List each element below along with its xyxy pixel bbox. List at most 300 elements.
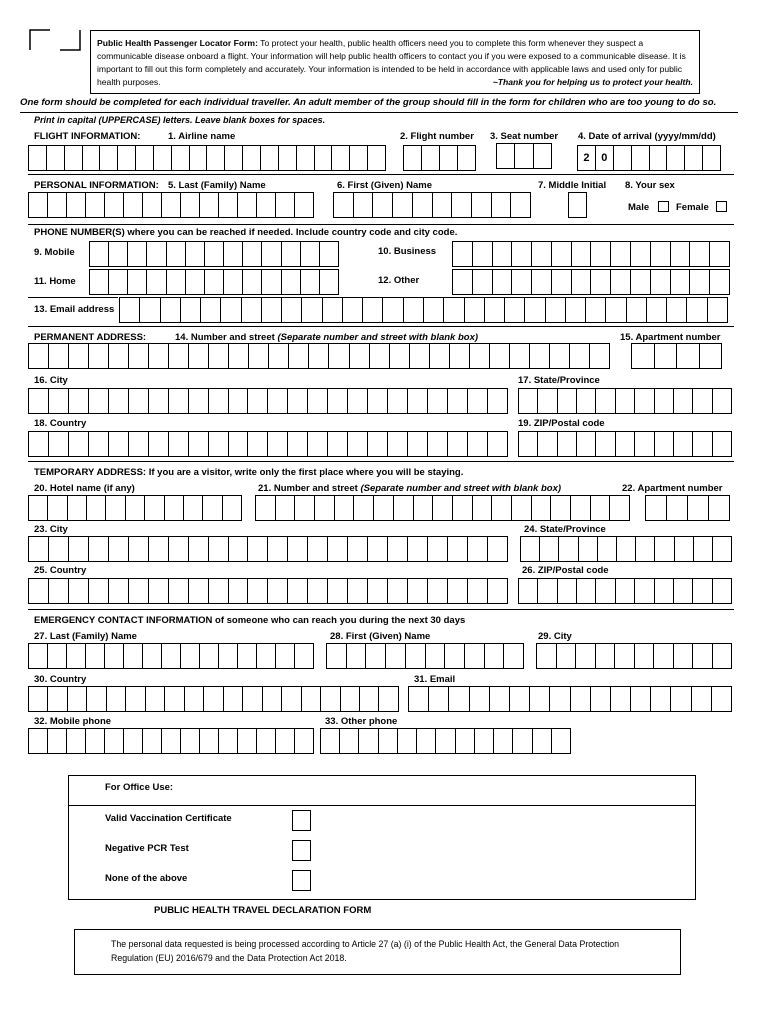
char-box[interactable] <box>320 687 339 711</box>
char-box[interactable] <box>615 389 634 413</box>
char-box[interactable] <box>268 344 288 368</box>
char-box[interactable] <box>204 242 223 266</box>
char-box[interactable] <box>692 389 711 413</box>
char-box[interactable] <box>497 144 514 168</box>
char-box[interactable] <box>29 146 46 170</box>
char-box[interactable] <box>123 644 142 668</box>
char-box[interactable] <box>29 644 47 668</box>
char-box[interactable] <box>247 432 267 456</box>
char-box[interactable] <box>443 298 463 322</box>
char-box[interactable] <box>692 579 711 603</box>
char-box[interactable] <box>590 242 610 266</box>
char-box[interactable] <box>88 579 108 603</box>
char-box[interactable] <box>409 687 428 711</box>
char-box[interactable] <box>549 687 569 711</box>
char-box[interactable] <box>108 344 128 368</box>
char-box[interactable] <box>247 389 267 413</box>
char-box[interactable] <box>570 687 590 711</box>
char-box[interactable] <box>514 144 532 168</box>
char-box[interactable] <box>228 389 248 413</box>
char-box[interactable] <box>609 496 629 520</box>
char-box[interactable] <box>650 270 670 294</box>
char-box[interactable] <box>393 496 413 520</box>
temp-apartment-input[interactable] <box>645 495 730 521</box>
char-box[interactable] <box>653 644 673 668</box>
char-box[interactable] <box>48 389 68 413</box>
char-box[interactable] <box>634 432 653 456</box>
char-box[interactable] <box>707 298 727 322</box>
char-box[interactable] <box>168 432 188 456</box>
char-box[interactable] <box>241 298 261 322</box>
char-box[interactable] <box>301 687 320 711</box>
char-box[interactable] <box>331 146 349 170</box>
char-box[interactable] <box>362 298 382 322</box>
char-box[interactable] <box>407 389 427 413</box>
char-box[interactable] <box>595 579 614 603</box>
char-box[interactable] <box>328 344 348 368</box>
char-box[interactable] <box>487 432 507 456</box>
char-box[interactable] <box>451 193 471 217</box>
char-box[interactable] <box>108 537 128 561</box>
char-box[interactable] <box>709 242 729 266</box>
emergency-mobile-input[interactable] <box>28 728 314 754</box>
char-box[interactable] <box>64 146 82 170</box>
char-box[interactable] <box>261 270 280 294</box>
male-checkbox[interactable] <box>658 201 669 212</box>
char-box[interactable] <box>654 389 673 413</box>
char-box[interactable] <box>188 537 208 561</box>
char-box[interactable] <box>48 344 68 368</box>
char-box[interactable] <box>287 432 307 456</box>
mobile-input[interactable] <box>89 241 339 267</box>
char-box[interactable] <box>48 432 68 456</box>
char-box[interactable] <box>314 496 334 520</box>
char-box[interactable] <box>519 389 537 413</box>
char-box[interactable] <box>189 146 207 170</box>
char-box[interactable] <box>183 496 202 520</box>
airline-input[interactable] <box>28 145 386 171</box>
char-box[interactable] <box>281 270 300 294</box>
char-box[interactable] <box>287 389 307 413</box>
char-box[interactable] <box>327 432 347 456</box>
char-box[interactable] <box>146 242 165 266</box>
char-box[interactable] <box>256 496 275 520</box>
char-box[interactable] <box>200 298 220 322</box>
char-box[interactable] <box>171 146 189 170</box>
char-box[interactable] <box>432 193 452 217</box>
char-box[interactable] <box>322 298 342 322</box>
char-box[interactable] <box>632 344 654 368</box>
char-box[interactable] <box>146 270 165 294</box>
char-box[interactable] <box>347 579 367 603</box>
char-box[interactable] <box>108 432 128 456</box>
char-box[interactable] <box>423 298 443 322</box>
char-box[interactable] <box>512 729 531 753</box>
char-box[interactable] <box>646 496 666 520</box>
char-box[interactable] <box>88 432 108 456</box>
char-box[interactable] <box>558 537 577 561</box>
char-box[interactable] <box>551 729 570 753</box>
char-box[interactable] <box>455 729 474 753</box>
char-box[interactable] <box>48 537 68 561</box>
emergency-last-input[interactable] <box>28 643 314 669</box>
char-box[interactable] <box>347 537 367 561</box>
char-box[interactable] <box>597 537 616 561</box>
char-box[interactable] <box>128 579 148 603</box>
char-box[interactable] <box>267 432 287 456</box>
char-box[interactable] <box>208 389 228 413</box>
char-box[interactable] <box>180 193 199 217</box>
char-box[interactable] <box>712 537 731 561</box>
char-box[interactable] <box>267 389 287 413</box>
char-box[interactable] <box>457 146 475 170</box>
char-box[interactable] <box>537 579 556 603</box>
char-box[interactable] <box>294 193 313 217</box>
temp-zip-input[interactable] <box>518 578 732 604</box>
char-box[interactable] <box>287 579 307 603</box>
char-box[interactable] <box>29 193 47 217</box>
char-box[interactable] <box>106 687 125 711</box>
char-box[interactable] <box>168 344 188 368</box>
char-box[interactable] <box>427 537 447 561</box>
char-box[interactable] <box>29 537 48 561</box>
char-box[interactable] <box>484 644 504 668</box>
char-box[interactable] <box>367 389 387 413</box>
char-box[interactable] <box>367 432 387 456</box>
perm-state-input[interactable] <box>518 388 732 414</box>
char-box[interactable] <box>634 644 654 668</box>
char-box[interactable] <box>387 432 407 456</box>
arrival-date-input[interactable] <box>577 145 721 171</box>
char-box[interactable] <box>204 270 223 294</box>
perm-country-input[interactable] <box>28 431 508 457</box>
char-box[interactable] <box>128 432 148 456</box>
char-box[interactable] <box>199 729 218 753</box>
char-box[interactable] <box>88 344 108 368</box>
char-box[interactable] <box>256 729 275 753</box>
char-box[interactable] <box>347 432 367 456</box>
char-box[interactable] <box>161 193 180 217</box>
char-box[interactable] <box>237 729 256 753</box>
char-box[interactable] <box>539 537 558 561</box>
vaccination-checkbox[interactable] <box>292 810 311 831</box>
char-box[interactable] <box>319 242 338 266</box>
char-box[interactable] <box>509 687 529 711</box>
char-box[interactable] <box>262 687 281 711</box>
char-box[interactable] <box>123 193 142 217</box>
char-box[interactable] <box>242 270 261 294</box>
char-box[interactable] <box>487 389 507 413</box>
char-box[interactable] <box>340 687 359 711</box>
char-box[interactable] <box>670 242 690 266</box>
char-box[interactable] <box>492 270 512 294</box>
char-box[interactable] <box>67 687 86 711</box>
char-box[interactable] <box>260 146 278 170</box>
char-box[interactable] <box>307 579 327 603</box>
char-box[interactable] <box>487 537 507 561</box>
char-box[interactable] <box>551 242 571 266</box>
char-box[interactable] <box>615 579 634 603</box>
emergency-country-input[interactable] <box>28 686 399 712</box>
char-box[interactable] <box>218 193 237 217</box>
char-box[interactable] <box>307 389 327 413</box>
char-box[interactable] <box>385 644 405 668</box>
char-box[interactable] <box>301 298 321 322</box>
char-box[interactable] <box>228 579 248 603</box>
char-box[interactable] <box>342 298 362 322</box>
perm-street-input[interactable] <box>28 343 610 369</box>
char-box[interactable] <box>67 496 86 520</box>
char-box[interactable] <box>537 432 556 456</box>
char-box[interactable] <box>145 687 164 711</box>
char-box[interactable] <box>689 270 709 294</box>
char-box[interactable] <box>108 389 128 413</box>
char-box[interactable] <box>160 298 180 322</box>
char-box[interactable] <box>392 193 412 217</box>
char-box[interactable] <box>576 389 595 413</box>
char-box[interactable] <box>164 687 183 711</box>
char-box[interactable] <box>590 270 610 294</box>
char-box[interactable] <box>168 389 188 413</box>
char-box[interactable] <box>105 496 124 520</box>
char-box[interactable] <box>666 298 686 322</box>
char-box[interactable] <box>575 644 595 668</box>
char-box[interactable] <box>275 644 294 668</box>
char-box[interactable] <box>139 298 159 322</box>
char-box[interactable] <box>537 389 556 413</box>
char-box[interactable] <box>128 389 148 413</box>
char-box[interactable] <box>673 432 692 456</box>
char-box[interactable] <box>654 344 677 368</box>
char-box[interactable] <box>334 496 354 520</box>
char-box[interactable] <box>447 537 467 561</box>
char-box[interactable] <box>359 687 378 711</box>
char-box[interactable] <box>339 729 358 753</box>
char-box[interactable] <box>425 644 445 668</box>
char-box[interactable] <box>242 687 261 711</box>
char-box[interactable] <box>631 146 649 170</box>
char-box[interactable] <box>571 270 591 294</box>
char-box[interactable] <box>29 389 48 413</box>
char-box[interactable] <box>382 298 402 322</box>
char-box[interactable] <box>29 432 48 456</box>
char-box[interactable] <box>135 146 153 170</box>
char-box[interactable] <box>630 242 650 266</box>
char-box[interactable] <box>228 537 248 561</box>
char-box[interactable] <box>427 432 447 456</box>
char-box[interactable] <box>487 579 507 603</box>
char-box[interactable] <box>188 344 208 368</box>
char-box[interactable] <box>467 579 487 603</box>
char-box[interactable] <box>125 496 144 520</box>
char-box[interactable] <box>29 579 48 603</box>
char-box[interactable] <box>48 579 68 603</box>
char-box[interactable] <box>294 729 313 753</box>
last-name-input[interactable] <box>28 192 314 218</box>
char-box[interactable] <box>467 389 487 413</box>
char-box[interactable] <box>373 496 393 520</box>
char-box[interactable] <box>650 242 670 266</box>
char-box[interactable] <box>674 537 693 561</box>
char-box[interactable] <box>447 432 467 456</box>
char-box[interactable] <box>492 242 512 266</box>
char-box[interactable] <box>569 344 589 368</box>
char-box[interactable] <box>208 537 228 561</box>
char-box[interactable] <box>278 146 296 170</box>
char-box[interactable] <box>673 644 693 668</box>
char-box[interactable] <box>66 729 85 753</box>
char-box[interactable] <box>532 729 551 753</box>
char-box[interactable] <box>472 496 492 520</box>
char-box[interactable] <box>161 729 180 753</box>
char-box[interactable] <box>307 537 327 561</box>
char-box[interactable] <box>184 687 203 711</box>
char-box[interactable] <box>220 298 240 322</box>
char-box[interactable] <box>630 270 650 294</box>
char-box[interactable] <box>199 193 218 217</box>
char-box[interactable] <box>275 496 295 520</box>
char-box[interactable] <box>550 496 570 520</box>
char-box[interactable] <box>353 496 373 520</box>
char-box[interactable] <box>510 193 530 217</box>
char-box[interactable] <box>68 579 88 603</box>
char-box[interactable] <box>590 496 610 520</box>
char-box[interactable] <box>615 432 634 456</box>
char-box[interactable] <box>630 687 650 711</box>
char-box[interactable] <box>469 344 489 368</box>
char-box[interactable] <box>104 193 123 217</box>
char-box[interactable] <box>349 146 367 170</box>
char-box[interactable] <box>327 579 347 603</box>
char-box[interactable] <box>127 270 146 294</box>
char-box[interactable] <box>673 579 692 603</box>
char-box[interactable] <box>464 298 484 322</box>
char-box[interactable] <box>372 193 392 217</box>
char-box[interactable] <box>610 687 630 711</box>
char-box[interactable] <box>117 146 135 170</box>
char-box[interactable] <box>208 344 228 368</box>
char-box[interactable] <box>571 242 591 266</box>
char-box[interactable] <box>435 729 454 753</box>
char-box[interactable] <box>218 729 237 753</box>
char-box[interactable] <box>148 389 168 413</box>
char-box[interactable] <box>491 496 511 520</box>
char-box[interactable] <box>452 496 472 520</box>
char-box[interactable] <box>287 537 307 561</box>
char-box[interactable] <box>85 729 104 753</box>
char-box[interactable] <box>489 687 509 711</box>
pcr-checkbox[interactable] <box>292 840 311 861</box>
other-phone-input[interactable] <box>452 269 730 295</box>
hotel-input[interactable] <box>28 495 242 521</box>
char-box[interactable] <box>47 729 66 753</box>
char-box[interactable] <box>202 496 221 520</box>
char-box[interactable] <box>531 496 551 520</box>
char-box[interactable] <box>449 344 469 368</box>
char-box[interactable] <box>453 270 472 294</box>
char-box[interactable] <box>237 193 256 217</box>
char-box[interactable] <box>439 146 457 170</box>
char-box[interactable] <box>203 687 222 711</box>
char-box[interactable] <box>247 579 267 603</box>
char-box[interactable] <box>185 270 204 294</box>
char-box[interactable] <box>654 537 673 561</box>
char-box[interactable] <box>634 389 653 413</box>
char-box[interactable] <box>321 729 339 753</box>
char-box[interactable] <box>353 193 373 217</box>
char-box[interactable] <box>432 496 452 520</box>
char-box[interactable] <box>128 537 148 561</box>
char-box[interactable] <box>387 537 407 561</box>
char-box[interactable] <box>692 432 711 456</box>
char-box[interactable] <box>256 193 275 217</box>
char-box[interactable] <box>712 644 732 668</box>
char-box[interactable] <box>472 242 492 266</box>
char-box[interactable] <box>397 729 416 753</box>
char-box[interactable] <box>88 389 108 413</box>
emergency-other-input[interactable] <box>320 728 571 754</box>
char-box[interactable] <box>537 644 556 668</box>
char-box[interactable] <box>673 389 692 413</box>
char-box[interactable] <box>693 537 712 561</box>
char-box[interactable] <box>256 644 275 668</box>
char-box[interactable] <box>570 496 590 520</box>
char-box[interactable] <box>626 298 646 322</box>
char-box[interactable] <box>294 644 313 668</box>
char-box[interactable] <box>188 432 208 456</box>
flight-number-input[interactable] <box>403 145 476 171</box>
char-box[interactable] <box>590 687 610 711</box>
char-box[interactable] <box>469 687 489 711</box>
char-box[interactable] <box>684 146 702 170</box>
char-box[interactable] <box>185 242 204 266</box>
char-box[interactable] <box>444 644 464 668</box>
char-box[interactable] <box>47 687 66 711</box>
char-box[interactable] <box>545 298 565 322</box>
middle-initial-input[interactable] <box>568 192 587 218</box>
char-box[interactable] <box>493 729 512 753</box>
char-box[interactable] <box>699 344 722 368</box>
char-box[interactable] <box>676 344 699 368</box>
char-box[interactable] <box>46 146 64 170</box>
char-box[interactable] <box>692 644 712 668</box>
char-box[interactable] <box>128 344 148 368</box>
char-box[interactable] <box>666 146 684 170</box>
char-box[interactable] <box>529 344 549 368</box>
char-box[interactable] <box>223 242 242 266</box>
char-box[interactable] <box>168 537 188 561</box>
char-box[interactable] <box>405 644 425 668</box>
char-box[interactable] <box>228 432 248 456</box>
char-box[interactable] <box>327 389 347 413</box>
char-box[interactable] <box>142 644 161 668</box>
char-box[interactable] <box>509 344 529 368</box>
char-box[interactable] <box>327 644 346 668</box>
char-box[interactable] <box>82 146 100 170</box>
char-box[interactable] <box>367 537 387 561</box>
char-box[interactable] <box>208 432 228 456</box>
char-box[interactable] <box>334 193 353 217</box>
char-box[interactable] <box>281 242 300 266</box>
char-box[interactable] <box>314 146 332 170</box>
char-box[interactable] <box>294 496 314 520</box>
char-box[interactable] <box>148 344 168 368</box>
char-box[interactable] <box>90 242 108 266</box>
char-box[interactable] <box>474 729 493 753</box>
char-box[interactable] <box>142 729 161 753</box>
char-box[interactable] <box>491 193 511 217</box>
char-box[interactable] <box>148 579 168 603</box>
